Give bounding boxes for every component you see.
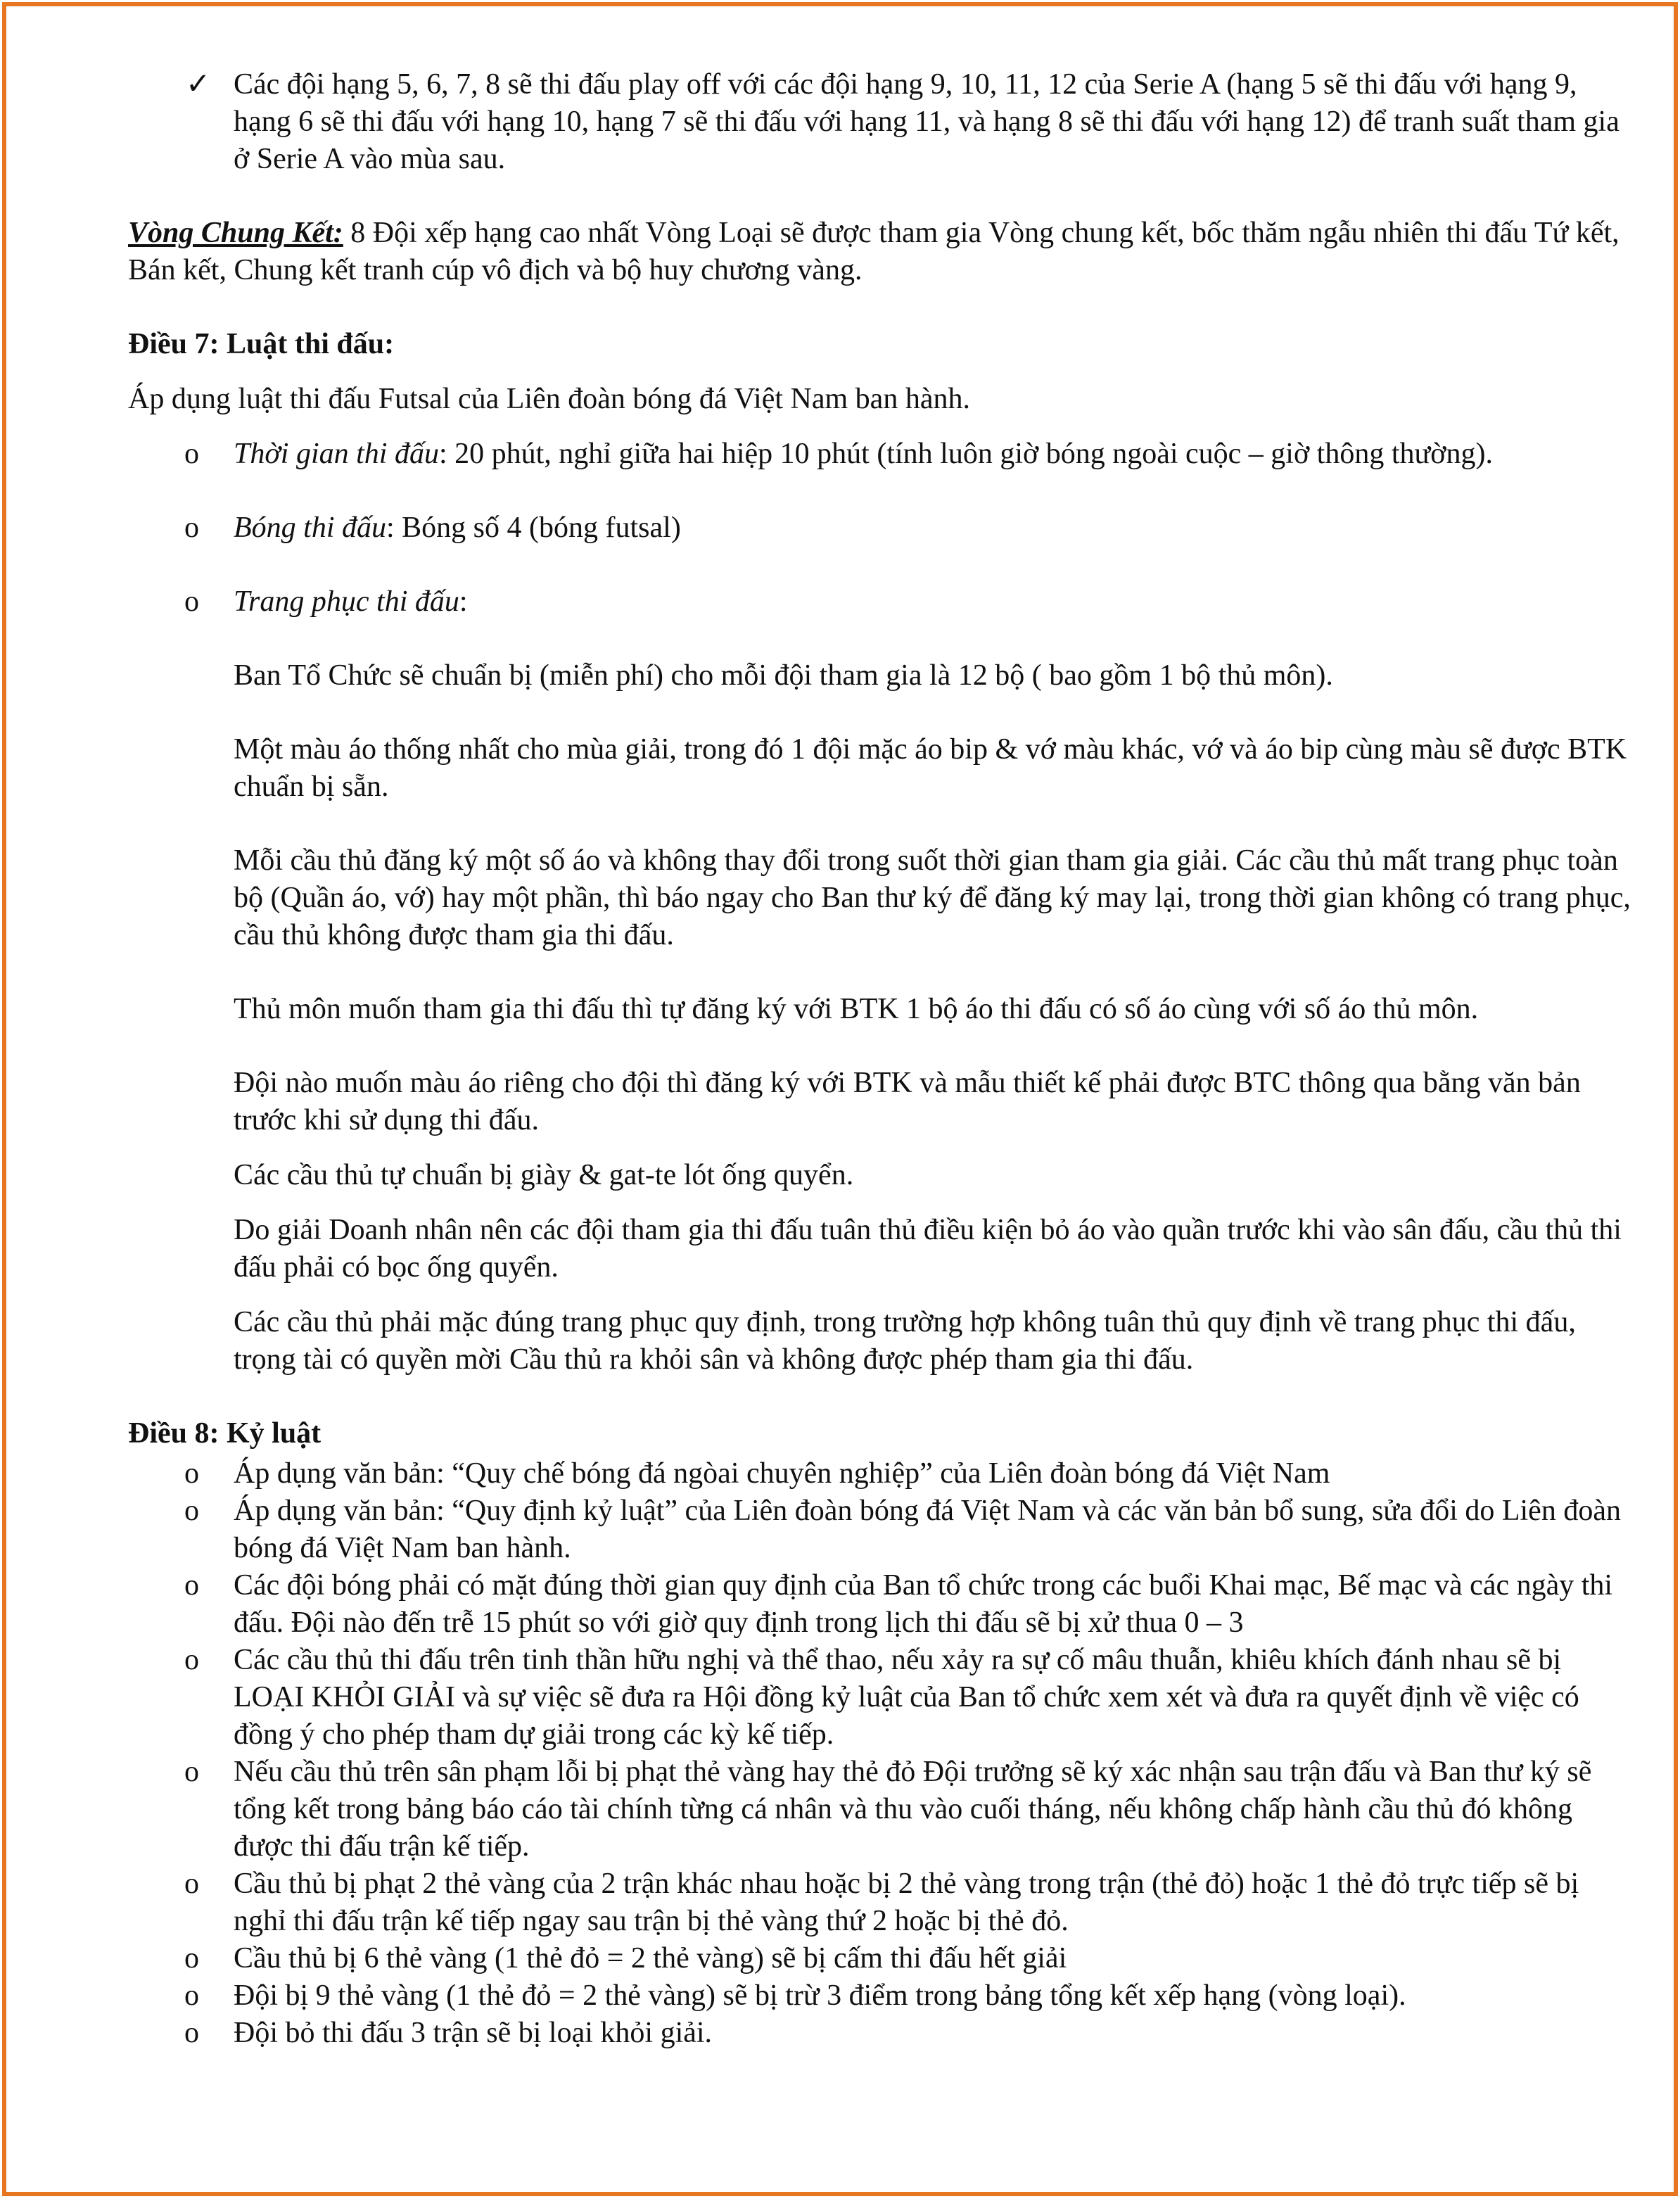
rule-text: Đội bị 9 thẻ vàng (1 thẻ đỏ = 2 thẻ vàng) sẽ bị trừ 3 điểm trong bảng tổng kết xếp hạng (vòng loại).: [234, 1979, 1406, 2012]
bullet-icon: o: [184, 1979, 199, 2012]
list-item: [128, 436, 1634, 473]
final-round-text: 8 Đội xếp hạng cao nhất Vòng Loại sẽ được tham gia Vòng chung kết, bốc thăm ngẫu nhiên thi đấu Tứ kết, Bán kết, Chung kết tranh cúp vô địch và bộ huy chương vàng.: [128, 217, 1619, 286]
rule-label: Trang phục thi đấu: [234, 585, 459, 618]
article-7-intro: Áp dụng luật thi đấu Futsal của Liên đoàn bóng đá Việt Nam ban hành.: [128, 383, 970, 415]
list-item: [128, 1567, 1634, 1642]
rule-text: Các đội bóng phải có mặt đúng thời gian quy định của Ban tổ chức trong các buổi Khai mạc, Bế mạc và các ngày thi đấu. Đội nào đến trễ 15 phút so với giờ quy định trong lịch thi đấu sẽ bị xử thua 0 – 3: [234, 1569, 1613, 1639]
rule-label: Bóng thi đấu: [234, 512, 386, 544]
bullet-icon: o: [184, 1756, 199, 1788]
bullet-icon: o: [184, 512, 199, 544]
rule-text: Cầu thủ bị phạt 2 thẻ vàng của 2 trận khác nhau hoặc bị 2 thẻ vàng trong trận (thẻ đỏ) hoặc 1 thẻ đỏ trực tiếp sẽ bị nghỉ thi đấu trận kế tiếp ngay sau trận bị thẻ vàng thứ 2 hoặc bị thẻ đỏ.: [234, 1868, 1579, 1937]
list-item: [128, 583, 1634, 621]
article-7-heading: Điều 7: Luật thi đấu:: [128, 328, 395, 360]
bullet-icon: o: [184, 1457, 199, 1490]
rule-text: : 20 phút, nghỉ giữa hai hiệp 10 phút (tính luôn giờ bóng ngoài cuộc – giờ thông thường).: [438, 438, 1493, 470]
list-item: [128, 1865, 1634, 1940]
document-body: [128, 63, 1634, 2052]
rule-text: : Bóng số 4 (bóng futsal): [386, 512, 681, 544]
list-item: [128, 1940, 1634, 1977]
bullet-icon: o: [184, 1644, 199, 1676]
bullet-icon: o: [184, 1569, 199, 1602]
list-item: [128, 509, 1634, 547]
check-icon: ✓: [186, 68, 211, 101]
bullet-icon: o: [184, 1942, 199, 1975]
article-8-heading: Điều 8: Kỷ luật: [128, 1417, 322, 1450]
rule-text: Các cầu thủ thi đấu trên tinh thần hữu nghị và thể thao, nếu xảy ra sự cố mâu thuẫn, khiêu khích đánh nhau sẽ bị LOẠI KHỎI GIẢI và sự việc sẽ đưa ra Hội đồng kỷ luật của Ban tổ chức xem xét và đưa ra quyết định về việc có đồng ý cho phép tham dự giải trong các kỳ kế tiếp.: [234, 1644, 1579, 1751]
rule-text: :: [459, 585, 468, 618]
rule-text: Áp dụng văn bản: “Quy định kỷ luật” của Liên đoàn bóng đá Việt Nam và các văn bản bổ sung, sửa đổi do Liên đoàn bóng đá Việt Nam ban hành.: [234, 1495, 1621, 1564]
bullet-icon: o: [184, 1868, 199, 1900]
bullet-icon: o: [184, 585, 199, 618]
intro-check-text: Các đội hạng 5, 6, 7, 8 sẽ thi đấu play off với các đội hạng 9, 10, 11, 12 của Serie A (hạng 5 sẽ thi đấu với hạng 9, hạng 6 sẽ thi đấu với hạng 10, hạng 7 sẽ thi đấu với hạng 11, và hạng 8 sẽ thi đấu với hạng 12) để tranh suất tham gia ở Serie A vào mùa sau.: [234, 68, 1619, 175]
uniform-paragraph: Ban Tổ Chức sẽ chuẩn bị (miễn phí) cho mỗi đội tham gia là 12 bộ ( bao gồm 1 bộ thủ môn).: [234, 659, 1333, 692]
bullet-icon: o: [184, 438, 199, 470]
rule-text: Áp dụng văn bản: “Quy chế bóng đá ngòai chuyên nghiệp” của Liên đoàn bóng đá Việt Nam: [234, 1457, 1330, 1490]
list-item: [128, 1977, 1634, 2015]
rule-text: Cầu thủ bị 6 thẻ vàng (1 thẻ đỏ = 2 thẻ vàng) sẽ bị cấm thi đấu hết giải: [234, 1942, 1067, 1975]
bullet-icon: o: [184, 2017, 199, 2049]
list-item: [128, 1493, 1634, 1567]
bullet-icon: o: [184, 1495, 199, 1527]
rule-text: Nếu cầu thủ trên sân phạm lỗi bị phạt thẻ vàng hay thẻ đỏ Đội trưởng sẽ ký xác nhận sau trận đấu và Ban thư ký sẽ tổng kết trong bảng báo cáo tài chính từng cá nhân và thu vào cuối tháng, nếu không chấp hành cầu thủ đó không được thi đấu trận kế tiếp.: [234, 1756, 1592, 1863]
rule-label: Thời gian thi đấu: [234, 438, 439, 470]
list-item: [128, 1455, 1634, 1493]
uniform-paragraph: Đội nào muốn màu áo riêng cho đội thì đăng ký với BTK và mẫu thiết kế phải được BTC thông qua bằng văn bản trước khi sử dụng thi đấu.: [234, 1067, 1581, 1136]
list-item: [128, 1642, 1634, 1754]
article-8-list: [128, 1455, 1634, 2052]
list-item: [128, 1754, 1634, 1865]
uniform-paragraph: Một màu áo thống nhất cho mùa giải, trong đó 1 đội mặc áo bip & vớ màu khác, vớ và áo bip cùng màu sẽ được BTK chuẩn bị sẵn.: [234, 733, 1627, 803]
uniform-paragraph: Mỗi cầu thủ đăng ký một số áo và không thay đổi trong suốt thời gian tham gia giải. Các cầu thủ mất trang phục toàn bộ (Quần áo, vớ) hay một phần, thì báo ngay cho Ban thư ký để đăng ký may lại, trong thời gian không có trang phục, cầu thủ không được tham gia thi đấu.: [234, 844, 1631, 951]
final-round-paragraph: [128, 215, 1634, 289]
list-item: [128, 2015, 1634, 2052]
uniform-paragraph: Các cầu thủ phải mặc đúng trang phục quy định, trong trường hợp không tuân thủ quy định về trang phục thi đấu, trọng tài có quyền mời Cầu thủ ra khỏi sân và không được phép tham gia thi đấu.: [234, 1306, 1576, 1376]
final-round-label: Vòng Chung Kết:: [128, 217, 343, 249]
uniform-paragraph: Thủ môn muốn tham gia thi đấu thì tự đăng ký với BTK 1 bộ áo thi đấu có số áo cùng với số áo thủ môn.: [234, 993, 1479, 1025]
rule-text: Đội bỏ thi đấu 3 trận sẽ bị loại khỏi giải.: [234, 2017, 713, 2049]
uniform-paragraph: Do giải Doanh nhân nên các đội tham gia thi đấu tuân thủ điều kiện bỏ áo vào quần trước khi vào sân đấu, cầu thủ thi đấu phải có bọc ống quyển.: [234, 1214, 1622, 1284]
intro-check-item: [128, 66, 1634, 178]
uniform-paragraph: Các cầu thủ tự chuẩn bị giày & gat-te lót ống quyển.: [234, 1159, 854, 1191]
